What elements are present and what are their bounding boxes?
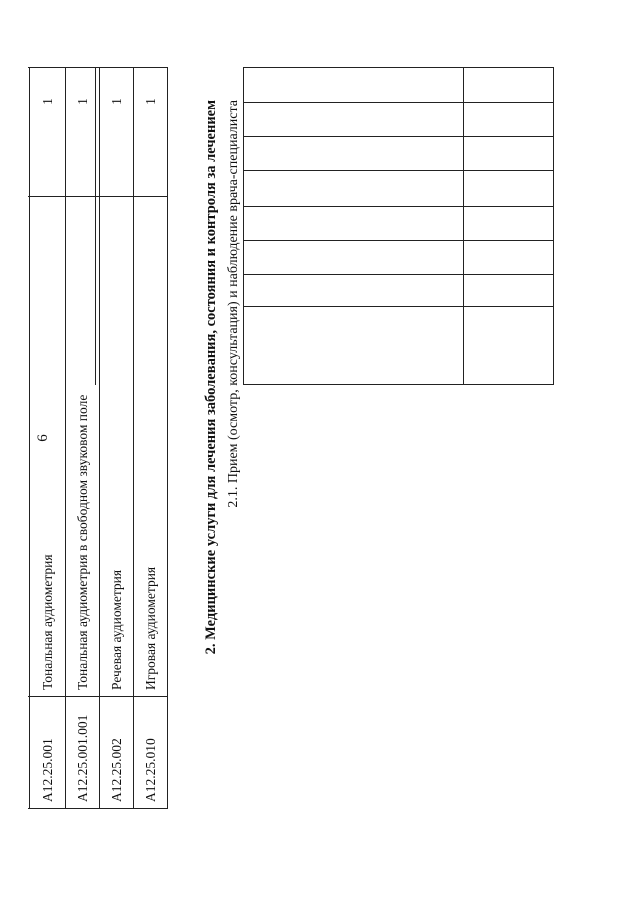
table-cell-frequency — [30, 136, 66, 196]
table-cell-multiplicity: 1 — [143, 98, 159, 105]
section-title: 2. Медицинские услуги для лечения заболевания, состояния и контроля за лечением — [203, 100, 219, 655]
table-cell-multiplicity: 1 — [109, 98, 125, 105]
table-cell-code: A12.25.001.001 — [75, 714, 91, 802]
page-number: 6 — [35, 434, 51, 442]
table-cell-name: Речевая аудиометрия — [109, 569, 125, 690]
table-cell-frequency — [100, 136, 134, 196]
table-cell-frequency — [134, 136, 168, 196]
table-cell-name: Игровая аудиометрия — [143, 566, 159, 690]
section-subtitle: 2.1. Прием (осмотр, консультация) и наблюдение врача-специалиста — [226, 100, 241, 508]
table-cell-name: Тональная аудиометрия — [40, 554, 56, 690]
table-cell-code: A12.25.002 — [109, 738, 125, 802]
table-cell-multiplicity: 1 — [40, 98, 56, 105]
table-cell-code: A12.25.010 — [143, 738, 159, 802]
table-cell-code: A12.25.001 — [40, 738, 56, 802]
table-cell-name: Тональная аудиометрия в свободном звуковом поле — [75, 394, 91, 690]
table-cell-multiplicity: 1 — [75, 98, 91, 105]
